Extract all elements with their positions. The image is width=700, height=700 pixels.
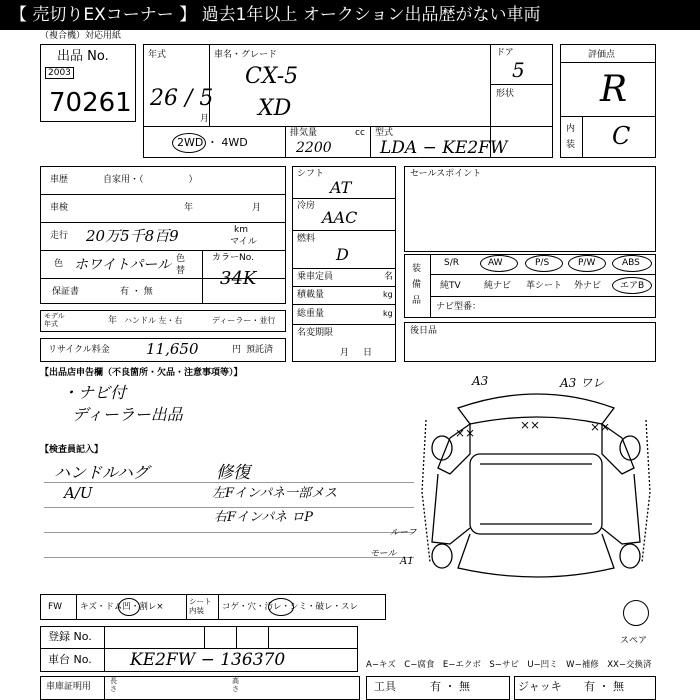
fw-label: FW [48,602,63,612]
equipment-label-1: 装 [412,264,422,274]
inspector-notes-label: 【検査員記入】 [40,445,104,455]
recycle-unit: 円 [232,345,242,355]
model-value: LDA − KE2FW [380,138,508,158]
equip-item-aw: AW [488,258,503,268]
chassis-value: KE2FW − 136370 [130,650,286,670]
color-label: 色 [54,259,64,269]
color-code-label: カラーNo. [212,253,254,263]
equip-item-airbag: エアB [620,281,645,291]
sales-point-label: セールスポイント [410,169,482,179]
inspector-right-2: 左Fインパネ一部メス [212,486,338,501]
inspection-month-unit: 月 [252,203,262,213]
spare-tire-icon [623,600,649,626]
shape-label: 形状 [496,89,515,99]
inspector-right-3: 右Fインパネ ロP [214,510,313,525]
equip-item-tv: 純TV [440,281,461,291]
diagram-top-left: A3 [472,374,489,388]
warranty-options: 有 ・ 無 [120,287,153,297]
banner-title: 【 売切りEXコーナー 】 過去1年以上 オークション出品歴がない車両 [0,0,700,30]
aircon-value: AAC [322,208,358,227]
fw-mark-circle-2 [268,598,294,616]
color-code: 34K [220,268,257,289]
lot-box [40,44,136,122]
doors-label: ドア [496,48,514,58]
equip-item-ext-navi: 外ナビ [574,281,602,291]
seller-notes-label: 【出品店申告欄（不良箇所・欠品・注意事項等）】 [40,368,243,378]
diagram-side-note-2: モール [370,549,397,559]
color-change-1: 色 [176,254,186,264]
recycle-note: 預託済 [246,345,274,355]
equipment-label-2: 備 [412,280,422,290]
equip-item-navi: 純ナビ [484,281,512,291]
drive-options: 2WD ・ 4WD [177,136,248,149]
interior-label-1: 内 [566,124,576,134]
lot-label: 出品 No. [57,49,109,64]
equip-item-pw: P/W [578,258,596,268]
equip-item-sr: S/R [444,258,459,268]
equipment-label-3: 品 [412,296,422,306]
inspector-right-1: 修復 [216,463,250,483]
equip-item-abs: ABS [622,258,640,268]
chassis-label: 車台 No. [48,653,92,666]
multiple-use-note: （複合機）対応用紙 [40,31,122,41]
interior-label-2: 装 [566,140,576,150]
seat-label: シート内装 [189,597,212,615]
cert-size-1: 長さ [110,677,117,693]
equip-item-ps: P/S [535,258,550,268]
diagram-left-mark: ×× [455,426,476,440]
gross-unit: kg [383,309,393,318]
year-month-unit: 月 [200,114,210,124]
warranty-label: 保証書 [52,287,80,297]
mileage-unit-mile: マイル [230,237,257,247]
doors-value: 5 [512,58,525,82]
color-value: ホワイトパール [74,257,172,273]
load-unit: kg [383,290,393,299]
jack-label: ジャッキ [518,680,562,693]
mileage-unit-km: km [234,225,248,235]
displacement-value: 2200 [296,140,332,156]
history-label: 車歴 [50,175,69,185]
gross-label: 総重量 [297,309,325,319]
equip-item-leather: 革シート [526,281,563,291]
capacity-label: 乗車定員 [297,272,334,282]
recycle-value: 11,650 [146,340,199,358]
model-label: 型式 [375,128,394,138]
history-options: 自家用・（ ） [103,175,198,185]
model-year-label: モデル年式 [44,312,65,328]
tools-label: 工具 [374,680,396,693]
seller-note-2: ディーラー出品 [72,405,183,424]
spare-label: スペア [620,636,648,646]
inspection-label: 車検 [50,203,69,213]
displacement-unit: cc [355,128,365,138]
diagram-side-note-1: ルーフ [390,528,417,538]
year-value: 26 / 5 [150,86,214,111]
tools-options: 有 ・ 無 [430,680,470,693]
damage-legend: A−キズ C−腐食 E−エクボ S−サビ U−凹ミ W−補修 XX−交換済 [366,660,652,670]
lot-number: 70261 [49,88,132,118]
fw-desc: キズ・ドム凹・割レ× [80,602,164,612]
diagram-top-right: A3 ワレ [560,376,605,390]
diagram-center-mark: ×× [520,418,541,432]
lot-code: 2003 [45,67,74,79]
inspector-left-1: ハンドルハグ [54,463,149,482]
fw-mark-circle-1 [118,598,140,616]
inspector-left-2: A/U [64,484,93,502]
load-label: 積載量 [297,290,325,300]
interior-score: C [612,122,631,150]
vehicle-name: CX-5 [245,64,299,89]
shift-label: シフト [297,169,325,179]
model-year-unit: 年 [108,316,118,326]
fuel-label: 燃料 [297,234,316,244]
color-change-2: 替 [176,266,186,276]
year-label: 年式 [148,50,167,60]
rear-items-label: 後日品 [410,326,438,336]
shift-value: AT [330,178,352,197]
recycle-label: リサイクル料金 [48,345,110,355]
cert-size-2: 高さ [232,677,239,693]
mileage-label: 走行 [50,231,69,241]
mileage-value: 20万5千8百9 [86,227,179,245]
navi-model-label: ナビ型番： [436,302,482,312]
jack-options: 有 ・ 無 [584,680,624,693]
rename-label: 名変期限 [297,328,334,338]
rename-unit: 月日 [340,348,387,358]
rating-label: 評価点 [588,50,616,60]
registration-label: 登録 No. [48,630,92,643]
seat-desc: コゲ・穴・汚レ・シミ・破レ・スレ [222,602,359,612]
dealer-label: ディーラー・並行 [212,316,276,325]
fuel-value: D [336,245,349,264]
rear-items-box [404,322,656,362]
displacement-label: 排気量 [290,128,318,138]
vehicle-grade: XD [258,96,292,121]
diagram-right-mark: ×× [590,420,611,434]
cert-label: 車庫証明用 [46,682,92,692]
rating-score: R [600,69,628,110]
diagram-side-note-3: A1 [400,556,414,567]
aircon-label: 冷房 [297,201,316,211]
inspection-year-unit: 年 [184,203,194,213]
seller-note-1: ・ナビ付 [62,383,127,402]
capacity-unit: 名 [384,272,394,282]
handle-label: ハンドル 左・右 [124,316,183,325]
car-damage-diagram [418,372,656,594]
vehicle-name-label: 車名・グレード [214,50,278,60]
